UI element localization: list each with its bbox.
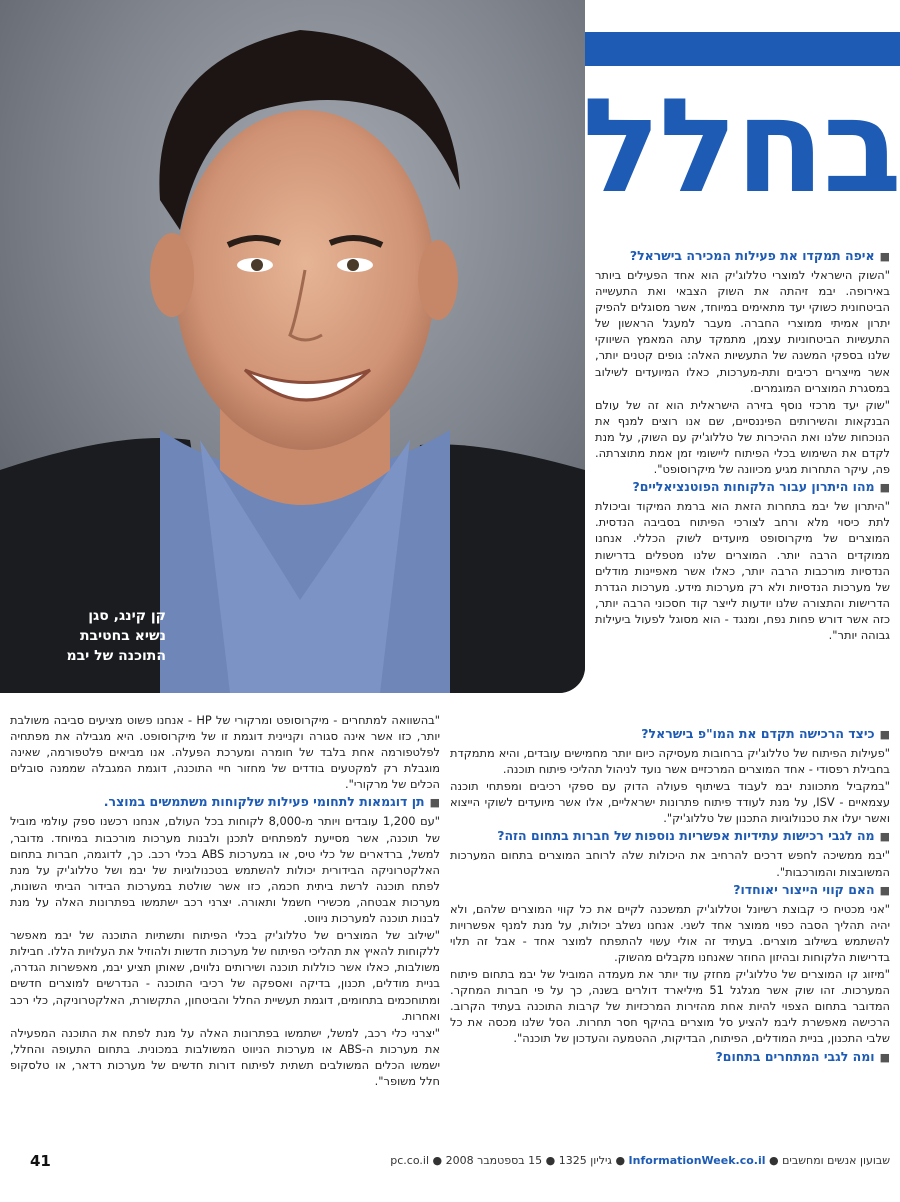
question-text: כיצד הרכישה תקדם את המו"פ בישראל? <box>641 726 875 741</box>
paragraph: "עם 1,200 עובדים ויותר מ-8,000 לקוחות בכל העולם, אנחנו רכשנו ספק עולמי מוביל של תוכנה, אשר מסייעת למפתחים לתכנן ולבנות מערכות מורכבות במיוחד. מדובר, למשל, ברדארים של כלי טיס, או במערכות ABS בכלי רכב. כך, לדוגמה, חברות בתחום האלקטרוניקה הבידורית יכולות להשתמש בטכנולוגיות של יבמ ושל טללוג'יק על מנת לפתח תוכנה לרשת ביתית חכמה, כזו אשר שולטת במערכות הבידור הביתי השונות, מערכות אבטחה, מכשירי חשמל ותאורה. יצרני רכב ישתמשו בפתרונות האלה על מנת לבנות תוכנה למערכות ניווט. <box>10 814 440 926</box>
footer-date: 15 בספטמבר 2008 <box>445 1154 543 1167</box>
question-text: איפה תמקדו את פעילות המכירה בישראל? <box>629 248 875 263</box>
square-bullet-icon: ■ <box>879 250 890 263</box>
page-number: 41 <box>30 1152 51 1170</box>
paragraph: "היתרון של יבמ בתחרות הזאת הוא ברמת המיקוד וביכולת לתת כיסוי מלא ורחב לצורכי הפיתוח בסביבה הנדסית. המוצרים של מיקרוסופט מיועדים לשוק הכללי. אנחנו ממוקדים הרבה יותר. המוצרים שלנו מטפלים בדרישות הנדסיות מורכבות הרבה יותר, כאלו אשר מאפיינות מודלים של מערכות הנדסיות ולא רק מערכות מידע. מערכות הגדרת הדרישות והתצורה שלנו יודעות לייצר קוד חסכוני הרבה יותר, כזה אשר דורש פחות נפח, ומנגד - הוא מסוגל לפעול ביעילות גבוהה יותר". <box>595 499 890 642</box>
footer-issue: גיליון 1325 <box>558 1154 612 1167</box>
article-column-bottom-right <box>450 724 890 1068</box>
square-bullet-icon: ■ <box>429 796 440 810</box>
article-column-bottom-left <box>10 712 440 1090</box>
paragraph: "אני מכטיח כי קבוצת רשיונל וטללוג'יק תמשכנה לקיים את כל קווי המוצרים שלהם, ולא יהיה תהליך הסבה כפוי ממוצר אחד לשני. אנחנו נשלב יכולות, על מנת למנף אפשרויות להשתמש בשילוב מוצרים. בעתיד זה אולי עשוי להתפתח למוצר אחד - אבל זה תלוי בדרישות הלקוחות ובהיזון החוזר שאנחנו מקבלים מהשוק. <box>450 901 890 964</box>
paragraph: "בהשוואה למתחרים - מיקרוסופט ומרקורי של HP - אנחנו פשוט מציעים סביבה משולבת יותר, כזו אשר אינה סגורה וקניינית דוגמת זו של מיקרוסופט. היא מגבילה את מפתחיה לפלטפורמה אחת בלבד של חומרה ומערכת הפעלה. אנו מביאים פלטפורמה, שאינה מוגבלת רק למקטעים בודדים של מחזור חיי התוכנה, דוגמת המגבלה שממנה סובלים הכלים של מרקורי". <box>10 713 440 792</box>
article-column-right <box>595 246 890 644</box>
square-bullet-icon: ■ <box>879 830 890 844</box>
question-heading <box>595 479 890 496</box>
footer-site: pc.co.il <box>390 1154 430 1167</box>
paragraph: "יצרני כלי רכב, למשל, ישתמשו בפתרונות האלה על מנת לפתח את התוכנה המפעילה את מערכות ה-ABS או מערכות הניווט המשולבות במכונית. בתחום התעופה והחלל, ישמשו הכלים המשולבים תשתית לפיתוח דורות חדשים של מערכות רדאר, או טלסקופ חלל משופר". <box>10 1025 440 1088</box>
footer-brand: InformationWeek.co.il <box>628 1154 766 1167</box>
paragraph: "שוק יעד מרכזי נוסף בזירה הישראלית הוא זה של עולם הבנקאות והשירותים הפיננסיים, שם אנו רוצים למנף את הנוכחות שלנו ואת ההיכרות של טללוג'יק עם השוק, על מנת לקדם את השימוש בכלי הפיתוח ליישומי זמן אמת מתוצרתה. פה, עיקר התחרות מגיע מכיוונה של מיקרוסופט". <box>595 397 890 477</box>
question-heading <box>450 882 890 899</box>
footer-meta: שבועון אנשים ומחשבים ● InformationWeek.co.il ● גיליון 1325 ● 15 בספטמבר 2008 ● pc.co.il <box>390 1154 890 1167</box>
square-bullet-icon: ■ <box>879 1050 890 1064</box>
caption-line: קן קינג, סגן <box>88 608 166 624</box>
question-heading <box>10 794 440 811</box>
question-text: מהו היתרון עבור הלקוחות הפוטנציאליים? <box>632 479 875 495</box>
paragraph: "במקביל מתכוונת יבמ לעבוד בשיתוף פעולה הדוק עם ספקי רכיבים ומפתחי תוכנה עצמאיים - ISV, על מנת לעודד פיתוח פתרונות ישראליים, אלו אשר מיועדים לשוקי הייצוא ואשר יעלו את טכנולוגיות התכנון של טללוג'יק". <box>450 779 890 826</box>
question-heading <box>595 248 890 265</box>
paragraph: "שילוב של המוצרים של טללוג'יק בכלי הפיתוח ותשתיות התוכנה של יבמ מאפשר ללקוחות להאיץ את תהליכי הפיתוח של מערכות חדשות ולהוזיל את העלויות הללו. חבילות משולבות, כאלו אשר כוללות תוכנה ושירותים נלווים, שאותן תציע יבמ, מאפשרות הגדרה, בניית מודלים, תכנון, בדיקה ואספקה של רכיבי התוכנה - הנדרשים למוצרים חדשים ומתוחכמים בתחומים, דוגמת תעשיית החלל והביטחון, התקשורת, האלקטרוניקה, כלי רכב ואחרות. <box>10 928 440 1023</box>
question-heading <box>450 726 890 743</box>
paragraph: "מיזוג קו המוצרים של טללוג'יק מחזק עוד יותר את מעמדה המוביל של יבמ בתחום פיתוח המערכות. זהו שוק אשר מגלגל 51 מיליארד דולרים בשנה, כך על פי חברות המחקר. המדובר בתחום הצפוי להיות אחת מהזירות המרכזיות של קרבות התוכנה בעתיד הקרוב. הרכישה מאפשרת ליבמ להציע סל מוצרים בהיקף חסר תחרות. הסל שלנו מכסה את כל שלבי התכנון, בניית המודלים, הפיתוח, הבדיקות, ההטמעה והעדכון של תוכנה". <box>450 967 890 1046</box>
photo-caption <box>6 606 166 666</box>
question-text: תן דוגמאות לתחומי פעילות שלקוחות משתמשים במוצר. <box>103 794 425 810</box>
caption-line: נשיא בחטיבת <box>79 628 166 644</box>
question-text: האם קווי הייצור יאוחדו? <box>733 881 875 897</box>
paragraph: "השוק הישראלי למוצרי טללוג'יק הוא אחד הפעילים ביותר באירופה. יבמ זיהתה את השוק הצבאי ואת התעשייה הביטחונית כשוקי יעד מתאימים במיוחד, אשר מסוגלים להפיק יתרון אמיתי ממוצרי החברה. מעבר למעגל הראשון של התעשיות הביטחוניות עצמן, מתמקד עתה המאמץ השיווקי שלנו בספקי המשנה של התעשיות האלה: גופים קטנים יותר, אשר מייצרים רכיבים ותת-מערכות, כאלו המיועדים לשילוב במסגרת המוצרים המוגמרים. <box>595 268 890 395</box>
footer-magazine: שבועון אנשים ומחשבים <box>782 1154 890 1167</box>
paragraph: "יבמ ממשיכה לחפש דרכים להרחיב את היכולות שלה לרוחב המוצרים בתחום המערכות המשובצות והמורכבות". <box>450 848 890 879</box>
question-text: ומה לגבי המתחרים בתחום? <box>715 1048 875 1064</box>
caption-line: התוכנה של יבמ <box>66 648 166 664</box>
square-bullet-icon: ■ <box>879 883 890 897</box>
paragraph: "פעילות הפיתוח של טללוג'יק ברחובות מעסיקה כיום יותר מחמישים עובדים, והיא מתמקדת בחבילת רפסודי - אחד המוצרים המרכזיים אשר נועד לניהול תהליכי פיתוח תוכנה. <box>450 746 890 777</box>
headline: בחלל <box>582 70 900 222</box>
question-heading <box>450 1049 890 1066</box>
accent-bar <box>585 32 900 66</box>
square-bullet-icon: ■ <box>879 481 890 495</box>
portrait-illustration <box>0 0 585 693</box>
page-footer <box>30 1152 890 1172</box>
question-text: מה לגבי רכישות עתידיות אפשריות נוספות של חברות בתחום הזה? <box>497 828 875 844</box>
portrait-photo <box>0 0 585 693</box>
question-heading <box>450 828 890 845</box>
square-bullet-icon: ■ <box>879 728 890 741</box>
